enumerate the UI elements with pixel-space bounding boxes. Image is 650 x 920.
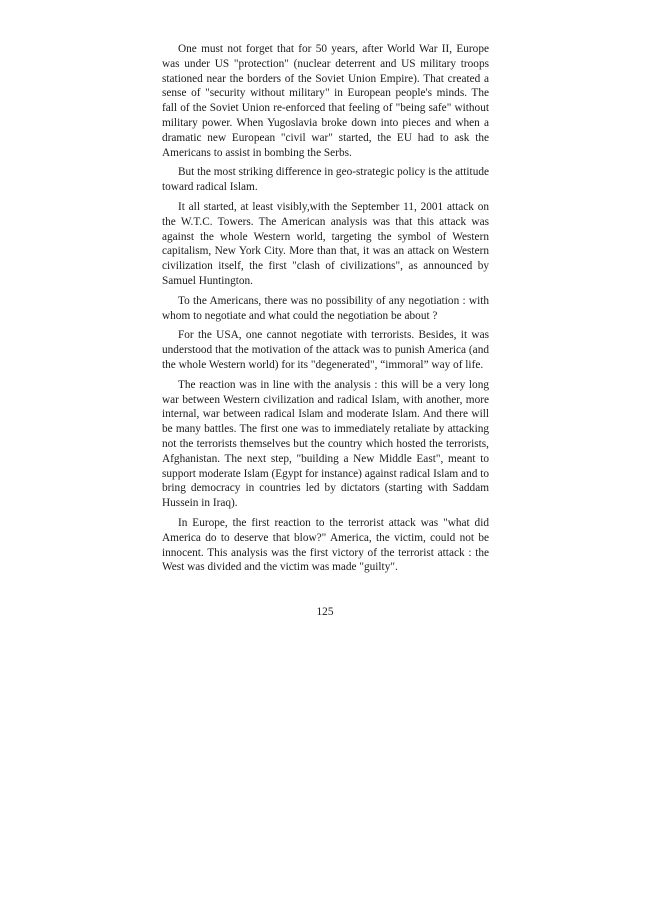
paragraph-2: But the most striking difference in geo-strategic policy is the attitude toward radical Islam. bbox=[162, 166, 490, 194]
paragraph-1: One must not forget that for 50 years, after World War II, Europe was under US "protection" (nuclear deterrent and US military troops stationed near the borders of the Soviet Union Empire). That created a sense of "security without military" in European people's minds. The fall of the Soviet Union re-enforced that feeling of "being safe" without military power. When Yugoslavia broke down into pieces and when a dramatic new European "civil war" started, the EU had to ask the Americans to assist in bombing the Serbs. bbox=[162, 43, 489, 159]
paragraph-6: The reaction was in line with the analysis : this will be a very long war between Western civilization and radical Islam, with another, more internal, war between radical Islam and moderate Islam. And there will be many battles. The first one was to immediately retaliate by attacking not the terrorists themselves but the country which hosted the terrorists, Afghanistan. The next step, "building a New Middle East", meant to support moderate Islam (Egypt for instance) against radical Islam and to bring democracy in countries led by dictators (starting with Saddam Hussein in Iraq). bbox=[162, 378, 489, 510]
paragraph-3: It all started, at least visibly,with the September 11, 2001 attack on the W.T.C. Towers. The American analysis was that this attack was against the whole Western world, targeting the symbol of Western capitalism, New York City. More than that, it was an attack on Western civilization itself, the first "clash of civilizations", as announced by Samuel Huntington. bbox=[162, 200, 489, 287]
paragraph-7: In Europe, the first reaction to the terrorist attack was "what did America do to deserve that blow?" America, the victim, could not be innocent. This analysis was the first victory of the terrorist attack : the West was divided and the victim was made "guilty". bbox=[162, 516, 489, 574]
page-number: 125 bbox=[316, 606, 334, 618]
paragraph-5: For the USA, one cannot negotiate with terrorists. Besides, it was understood that the motivation of the attack was to punish America (and the whole Western world) for its "degenerated", “immoral” way of life. bbox=[162, 329, 489, 371]
page-body bbox=[162, 42, 489, 580]
paragraph-4: To the Americans, there was no possibility of any negotiation : with whom to negotiate and what could the negotiation be about ? bbox=[162, 294, 489, 322]
